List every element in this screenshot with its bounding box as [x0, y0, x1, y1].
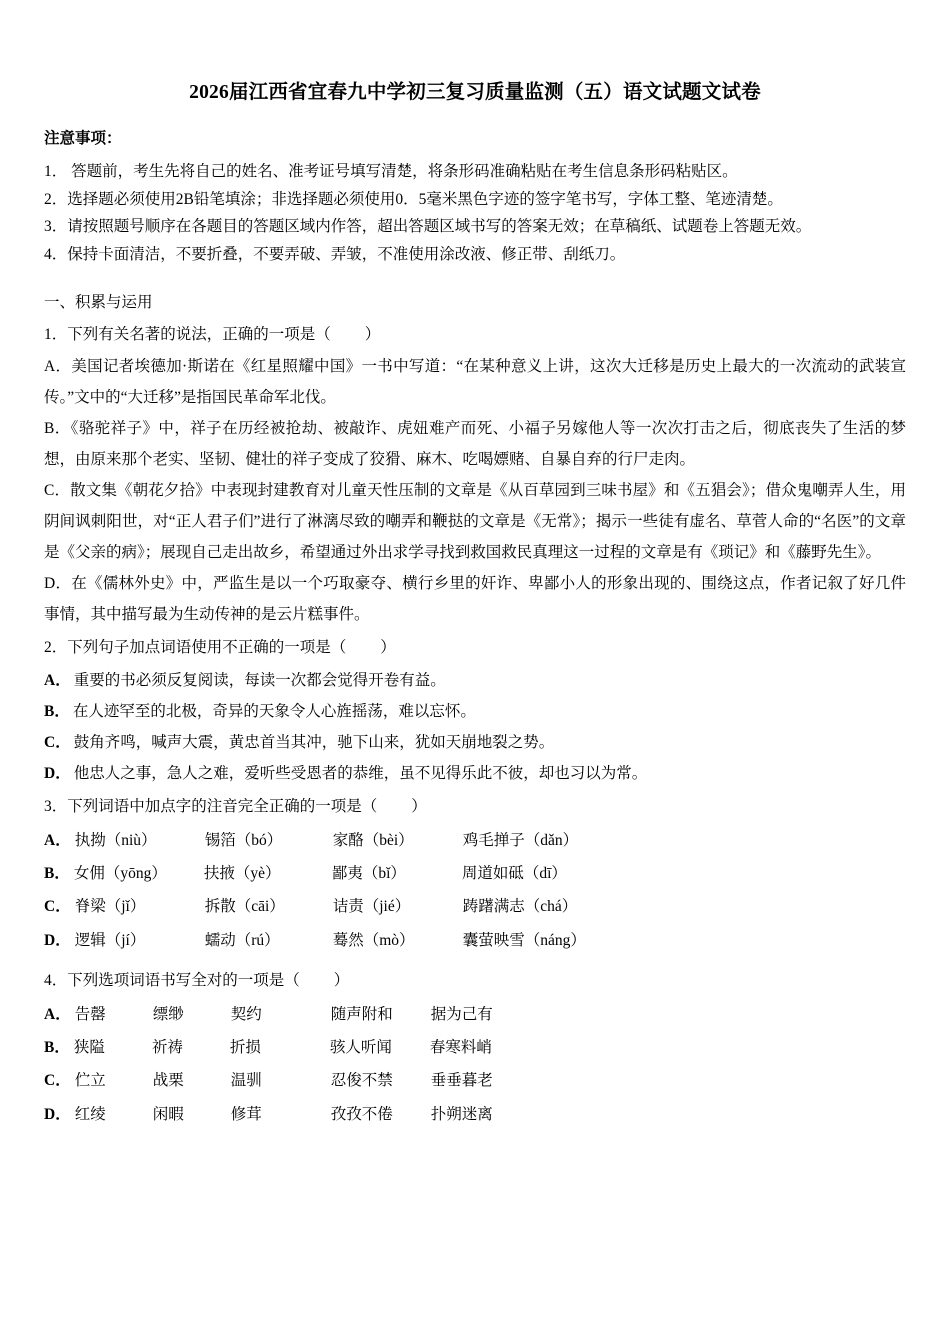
- question-1-stem-post: ）: [364, 325, 381, 343]
- option-label: D．: [44, 575, 72, 593]
- option-cell: 祈祷: [151, 1038, 183, 1056]
- question-2-stem-post: ）: [380, 639, 396, 657]
- option-cell: 女佣（yōng）: [73, 865, 167, 883]
- question-4-stem: [44, 967, 906, 996]
- question-1-option-c[interactable]: [44, 475, 906, 568]
- option-cell: 红绫: [74, 1105, 106, 1123]
- section-heading-1: 一、积累与运用: [44, 294, 153, 312]
- option-cell: 蓦然（mò）: [332, 931, 415, 949]
- question-1-stem: [44, 321, 906, 350]
- option-cell: 春寒料峭: [429, 1038, 492, 1056]
- option-cell: 蠕动（rú）: [204, 931, 280, 949]
- question-1-option-b[interactable]: [44, 413, 906, 475]
- option-cell: 家酪（bèi）: [332, 831, 414, 849]
- question-4-stem-pre: 4．下列选项词语书写全对的一项是（: [44, 971, 300, 989]
- option-label: A．: [44, 358, 72, 376]
- option-cell: 扶掖（yè）: [203, 865, 281, 883]
- option-cell: 契约: [230, 1005, 262, 1023]
- notice-heading: 注意事项：: [44, 130, 122, 148]
- option-cell: 囊萤映雪（náng）: [462, 931, 586, 949]
- question-2-stem-pre: 2．下列句子加点词语使用不正确的一项是（: [44, 639, 347, 657]
- option-cell: 拆散（cāi）: [204, 898, 285, 916]
- option-cell: 狭隘: [73, 1038, 105, 1056]
- option-text: 鼓角齐鸣，喊声大震，黄忠首当其冲，驰下山来，犹如天崩地裂之势。: [73, 734, 555, 752]
- question-3-stem-pre: 3．下列词语中加点字的注音完全正确的一项是（: [44, 798, 378, 816]
- option-cell: 垂垂暮老: [430, 1072, 493, 1090]
- option-label: B．: [44, 703, 70, 721]
- notice-item-4: 4．保持卡面清洁，不要折叠，不要弄破、弄皱，不准使用涂改液、修正带、刮纸刀。: [44, 245, 626, 263]
- option-label: B．: [44, 1038, 70, 1056]
- question-2-option-c[interactable]: [44, 727, 906, 758]
- question-4-option-d[interactable]: [44, 1098, 906, 1131]
- question-3-stem: [44, 793, 906, 822]
- option-label: B．: [44, 865, 70, 883]
- option-cell: 据为己有: [430, 1005, 493, 1023]
- option-text: 他忠人之事，急人之难，爱听些受恩者的恭维，虽不见得乐此不彼，却也习以为常。: [73, 765, 648, 783]
- option-cell: 随声附和: [330, 1005, 393, 1023]
- question-4-option-a[interactable]: [44, 998, 906, 1031]
- option-text: 《骆驼祥子》中，祥子在历经被抢劫、被敲诈、虎妞难产而死、小福子另嫁他人等一次次打击之后，彻底丧失了生活的梦想，由原来那个老实、坚韧、健壮的祥子变成了狡猾、麻木、吃喝嫖赌、自暴自弃的行尸走肉。: [44, 420, 906, 469]
- question-2-stem: [44, 634, 906, 663]
- option-label: A．: [44, 831, 71, 849]
- option-label: A．: [44, 672, 71, 690]
- question-2-option-d[interactable]: [44, 758, 906, 789]
- option-cell: 伫立: [74, 1072, 106, 1090]
- option-cell: 鄙夷（bǐ）: [331, 865, 406, 883]
- option-label: D．: [44, 931, 71, 949]
- option-cell: 鸡毛掸子（dǎn）: [462, 831, 579, 849]
- notice-item-1: 1． 答题前，考生先将自己的姓名、准考证号填写清楚，将条形码准确粘贴在考生信息条形码粘贴区。: [44, 163, 738, 181]
- option-cell: 诘责（jié）: [332, 898, 411, 916]
- question-3-stem-post: ）: [411, 798, 427, 816]
- notice-item-2: 2．选择题必须使用2B铅笔填涂；非选择题必须使用0．5毫米黑色字迹的签字笔书写，字体工整、笔迹清楚。: [44, 190, 783, 208]
- question-4-stem-post: ）: [333, 971, 350, 989]
- option-cell: 锡箔（bó）: [204, 831, 283, 849]
- option-cell: 修茸: [230, 1105, 262, 1123]
- option-label: C．: [44, 898, 71, 916]
- option-label: C．: [44, 1072, 71, 1090]
- option-cell: 告罄: [74, 1005, 106, 1023]
- option-text: 在人迹罕至的北极，奇异的天象令人心旌摇荡，难以忘怀。: [72, 703, 476, 721]
- page-title: 2026届江西省宜春九中学初三复习质量监测（五）语文试题文试卷: [189, 82, 761, 103]
- notice-item-3: 3．请按照题号顺序在各题目的答题区域内作答，超出答题区域书写的答案无效；在草稿纸、试题卷上答题无效。: [44, 218, 812, 236]
- option-label: D．: [44, 1105, 71, 1123]
- option-cell: 骇人听闻: [329, 1038, 392, 1056]
- option-label: B．: [44, 420, 71, 438]
- option-label: C．: [44, 734, 71, 752]
- option-text: 美国记者埃德加·斯诺在《红星照耀中国》一书中写道：“在某种意义上讲，这次大迁移是历史上最大的一次流动的武装宣传。”文中的“大迁移”是指国民革命军北伐。: [44, 358, 906, 407]
- option-cell: 逻辑（jí）: [74, 931, 146, 949]
- option-label: A．: [44, 1005, 71, 1023]
- question-2-option-a[interactable]: [44, 665, 906, 696]
- question-1-option-d[interactable]: [44, 568, 906, 630]
- option-text: 散文集《朝花夕拾》中表现封建教育对儿童天性压制的文章是《从百草园到三味书屋》和《五猖会》；借众鬼嘲弄人生，用阴间讽刺阳世，对“正人君子们”进行了淋漓尽致的嘲弄和鞭挞的文章是《无常》；揭示一些徒有虚名、草菅人命的“名医”的文章是《父亲的病》；展现自己走出故乡，希望通过外出求学寻找到救国救民真理这一过程的文章是有《琐记》和《藤野先生》。: [44, 482, 906, 562]
- question-1-stem-pre: 1．下列有关名著的说法，正确的一项是（: [44, 325, 331, 343]
- question-3-option-d[interactable]: [44, 924, 906, 957]
- option-cell: 缥缈: [152, 1005, 184, 1023]
- question-4-option-c[interactable]: [44, 1064, 906, 1097]
- question-2-option-b[interactable]: [44, 696, 906, 727]
- option-text: 在《儒林外史》中，严监生是以一个巧取豪夺、横行乡里的奸诈、卑鄙小人的形象出现的、围绕这点，作者记叙了好几件事情，其中描写最为生动传神的是云片糕事件。: [44, 575, 906, 624]
- question-4-option-b[interactable]: [44, 1031, 906, 1064]
- option-cell: 扑朔迷离: [430, 1105, 493, 1123]
- option-cell: 忍俊不禁: [330, 1072, 393, 1090]
- option-cell: 战栗: [152, 1072, 184, 1090]
- question-3-option-a[interactable]: [44, 824, 906, 857]
- question-3-option-c[interactable]: [44, 890, 906, 923]
- question-1-option-a[interactable]: [44, 351, 906, 413]
- option-cell: 折损: [229, 1038, 261, 1056]
- option-text: 重要的书必须反复阅读，每读一次都会觉得开卷有益。: [73, 672, 446, 690]
- option-cell: 踌躇满志（chá）: [462, 898, 578, 916]
- option-cell: 孜孜不倦: [330, 1105, 393, 1123]
- option-label: D．: [44, 765, 71, 783]
- option-cell: 温驯: [230, 1072, 262, 1090]
- option-cell: 闲暇: [152, 1105, 184, 1123]
- option-cell: 执拗（niù）: [74, 831, 157, 849]
- option-label: C．: [44, 482, 71, 500]
- option-cell: 周道如砥（dī）: [461, 865, 567, 883]
- question-3-option-b[interactable]: [44, 857, 906, 890]
- option-cell: 脊梁（jǐ）: [74, 898, 146, 916]
